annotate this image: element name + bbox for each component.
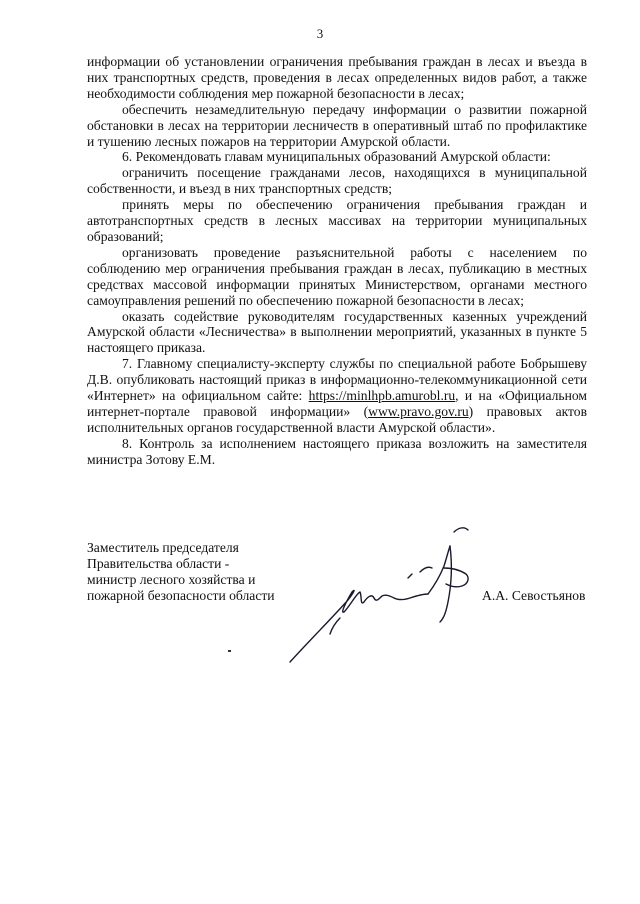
paragraph: обеспечить незамедлительную передачу информации о развитии пожарной обстановки в лесах на территории лесничеств в оперативный штаб по профилактике и тушению лесных пожаров на территории Амурской области.	[87, 101, 587, 149]
signatory-title-line: Заместитель председателя	[87, 540, 239, 555]
signatory-title-line: Правительства области -	[87, 556, 230, 571]
paragraph-7-text: 7. Главному специалисту-эксперту службы по специальной работе Бобрышеву Д.В. опубликовать настоящий приказ в информационно-телекоммуникационной сети «Интернет» на официальном сайте:	[87, 356, 587, 404]
paragraph: принять меры по обеспечению ограничения пребывания граждан и автотранспортных средств в лесных массивах на территории муниципальных образований;	[87, 197, 587, 244]
handwritten-signature	[280, 522, 480, 672]
paragraph: организовать проведение разъяснительной работы с населением по соблюдению мер ограничения пребывания граждан в лесах, публикацию в местных средствах массовой информации принятых Министерством, органами местного самоуправления решений по обеспечению пожарной безопасности в лесах;	[87, 244, 587, 308]
paragraph-7-text: , и на «Официальном интернет-портале правовой информации» (	[87, 388, 587, 419]
paragraph: информации об установлении ограничения пребывания граждан в лесах и въезда в них транспортных средств, проведения в лесах определенных видов работ, а также необходимости соблюдения мер пожарной безопасности в лесах;	[87, 54, 587, 101]
page-number: 3	[316, 26, 324, 41]
signatory-name: А.А. Севостьянов	[482, 588, 586, 603]
document-body	[87, 54, 587, 468]
scan-speck	[228, 650, 231, 652]
minlhpb-link[interactable]: https://minlhpb.amurobl.ru	[308, 388, 456, 404]
paragraph: ограничить посещение гражданами лесов, находящихся в муниципальной собственности, и въезд в них транспортных средств;	[87, 165, 587, 197]
paragraph-8: 8. Контроль за исполнением настоящего приказа возложить на заместителя министра Зотову Е.М.	[87, 435, 587, 467]
signatory-title-line: пожарной безопасности области	[87, 588, 275, 603]
pravo-link[interactable]: www.pravo.gov.ru	[368, 403, 469, 419]
paragraph-7	[87, 356, 587, 436]
paragraph-7-text: ) правовых актов исполнительных органов государственной власти Амурской области».	[87, 403, 588, 435]
paragraph: оказать содействие руководителям государственных казенных учреждений Амурской области «Лесничества» в выполнении мероприятий, указанных в пункте 5 настоящего приказа.	[87, 308, 587, 356]
paragraph: 6. Рекомендовать главам муниципальных образований Амурской области:	[122, 149, 551, 165]
signatory-title-line: министр лесного хозяйства и	[87, 572, 256, 587]
